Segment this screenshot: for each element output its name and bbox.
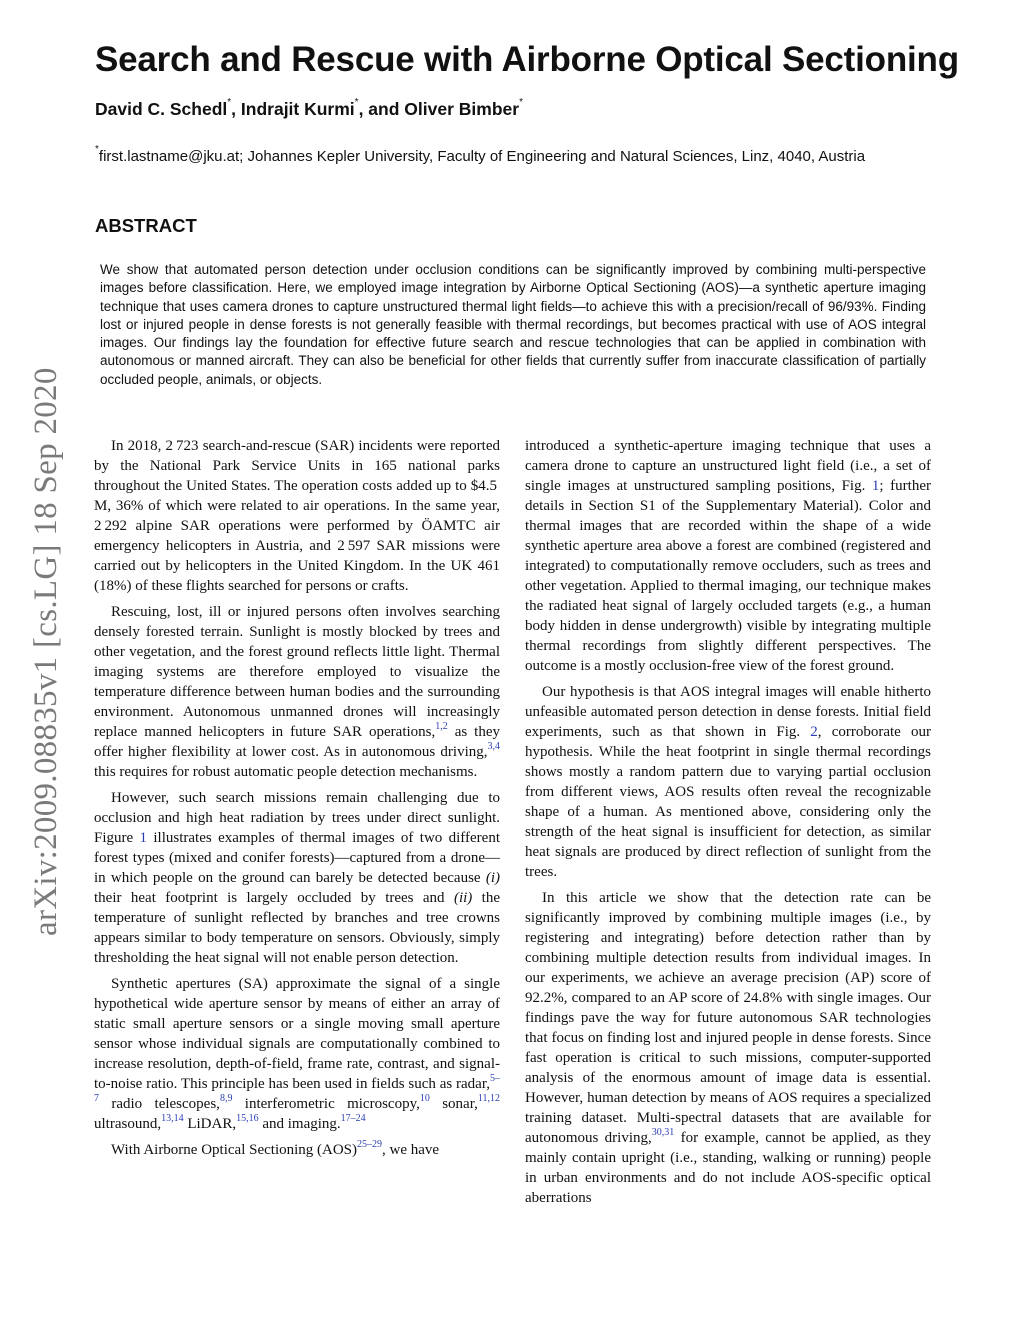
citation-link[interactable]: 30,31 (651, 1127, 675, 1138)
author-name: Indrajit Kurmi (240, 98, 355, 119)
author-name: Oliver Bimber (404, 98, 520, 119)
left-column (94, 436, 500, 1166)
citation-link[interactable]: 10 (419, 1093, 430, 1104)
citation-link[interactable]: 5–7 (94, 1073, 500, 1104)
figure-link[interactable]: 1 (871, 478, 880, 494)
author-list (95, 93, 523, 122)
citation-link[interactable]: 25–29 (357, 1139, 383, 1150)
author-mark: * (227, 97, 232, 108)
paragraph: However, such search missions remain challenging due to occlusion and high heat radiation by trees under direct sunlight. Figure 1 illustrates examples of thermal images of two different forest types (mixed and conifer forests)—captured from a drone—in which people on the ground can barely be detected because (i) their heat footprint is largely occluded by trees and (ii) the temperature of sunlight reflected by branches and tree crowns appears similar to body temperature on sensors. Obviously, simply thresholding the heat signal will not enable person detection. (94, 790, 501, 966)
author-separator: , and (358, 98, 405, 119)
paragraph: Our hypothesis is that AOS integral images will enable hitherto unfeasible automated person detection in dense forests. Initial field experiments, such as that shown in Fig. 2, corroborate our hypothesis. While the heat footprint in single thermal recordings shows mostly a random pattern due to varying partial occlusion from different views, AOS results often reveal the recognizable shape of a human. As mentioned above, considering only the strength of the heat signal is insufficient for detection, as similar heat signals are produced by direct reflection of sunlight from the trees. (525, 684, 931, 880)
paragraph: Synthetic apertures (SA) approximate the signal of a single hypothetical wide aperture sensor by means of either an array of static small aperture sensors or a single moving small aperture sensor whose individual signals are computationally combined to increase resolution, depth-of-field, frame rate, contrast, and signal-to-noise ratio. This principle has been used in fields such as radar,$^{5-7}$ radio telescopes,$^{8,9}$ interferometric microscopy,$^{10}$ sonar,$^{11,12}$ ultrasound,$^{13,14}$ LiDAR,$^{15,16}$ and imaging.$^{17-24}$ (94, 976, 500, 1132)
affiliation (95, 143, 930, 167)
citation-link[interactable]: 11,12 (477, 1093, 500, 1104)
figure-link[interactable]: 1 (139, 830, 148, 846)
citation-link[interactable]: 13,14 (161, 1113, 184, 1124)
paragraph: With Airborne Optical Sectioning (AOS)$^{25-29}$, we have (111, 1139, 440, 1158)
affiliation-text: first.lastname@jku.at; Johannes Kepler University, Faculty of Engineering and Natural Sciences, Linz, 4040, Austria (98, 148, 866, 165)
figure-link[interactable]: 2 (810, 724, 818, 740)
affiliation-mark: * (95, 144, 99, 155)
arxiv-identifier-stamp: arXiv:2009.08835v1 [cs.LG] 18 Sep 2020 (28, 367, 64, 936)
paragraph: In this article we show that the detection rate can be significantly improved by combining multiple images (i.e., by registering and integrating) before detection rather than by combining multiple detection results from individual images. In our experiments, we achieve an average precision (AP) score of 92.2%, compared to an AP score of 24.8% with single images. Our findings pave the way for future autonomous SAR technologies that focus on finding lost and injured people in dense forests. Since fast operation is critical to such missions, computer-supported analysis of the enormous amount of image data is essential. However, human detection by means of AOS requires a specialized training dataset. Multi-spectral datasets that are available for autonomous driving,$^{30,31}$ for example, cannot be applied, as they mainly contain upright (i.e., standing, walking or running) people in urban environments and do not include AOS-specific optical aberrations (525, 890, 931, 1206)
citation-link[interactable]: 1,2 (435, 721, 448, 732)
citation-link[interactable]: 8,9 (219, 1093, 233, 1104)
paragraph: introduced a synthetic-aperture imaging technique that uses a camera drone to capture an unstructured light field (i.e., a set of single images at unstructured sampling positions, Fig. 1; further details in Section S1 of the Supplementary Material). Color and thermal images that are recorded within the shape of a wide synthetic aperture area above a forest are combined (registered and integrated) to computationally remove occluders, such as trees and other vegetation. Applied to thermal imaging, our technique makes the radiated heat signal of largely occluded targets (e.g., a human body hidden in dense undergrowth) visible by integrating multiple thermal recordings from slightly different perspectives. The outcome is a mostly occlusion-free view of the forest ground. (525, 438, 931, 674)
author-name: David C. Schedl (95, 98, 228, 119)
citation-link[interactable]: 17–24 (340, 1113, 366, 1124)
paragraph: In 2018, 2 723 search-and-rescue (SAR) incidents were reported by the National Park Service Units in 165 national parks throughout the United States. The operation costs added up to $4.5 M, 36% of which were related to air operations. In the same year, 2 292 alpine SAR operations were performed by ÖAMTC air emergency helicopters in Austria, and 2 597 SAR missions were carried out by helicopters in the United Kingdom. In the UK 461 (18%) of these flights searched for persons or crafts. (94, 438, 500, 594)
paper-title: Search and Rescue with Airborne Optical Sectioning (95, 40, 959, 79)
citation-link[interactable]: 15,16 (236, 1113, 259, 1124)
author-separator: , (231, 98, 241, 119)
abstract-text: We show that automated person detection under occlusion conditions can be significantly improved by combining multi-perspective images before classification. Here, we employed image integration by Airborne Optical Sectioning (AOS)—a synthetic aperture imaging technique that uses camera drones to capture unstructured thermal light fields—to achieve this with a precision/recall of 96/93%. Finding lost or injured people in dense forests is not generally feasible with thermal recordings, but becomes practical with use of AOS integral images. Our findings lay the foundation for effective future search and rescue technologies that can be applied in combination with autonomous or manned aircraft. They can also be beneficial for other fields that currently suffer from inaccurate classification of partially occluded people, animals, or objects. (100, 262, 926, 387)
paragraph: Rescuing, lost, ill or injured persons often involves searching densely forested terrain. Sunlight is mostly blocked by trees and other vegetation, and the forest ground reflects little light. Thermal imaging systems are therefore employed to visualize the temperature difference between human bodies and the surrounding environment. Autonomous unmanned drones will increasingly replace manned helicopters in future SAR operations,$^{1,2}$ as they offer higher flexibility at lower cost. As in autonomous driving,$^{3,4}$ this requires for robust automatic people detection mechanisms. (94, 604, 500, 780)
abstract-heading: ABSTRACT (95, 215, 197, 236)
citation-link[interactable]: 3,4 (487, 741, 500, 752)
author-mark: * (519, 97, 523, 108)
right-column (525, 436, 931, 1214)
author-mark: * (354, 97, 359, 108)
